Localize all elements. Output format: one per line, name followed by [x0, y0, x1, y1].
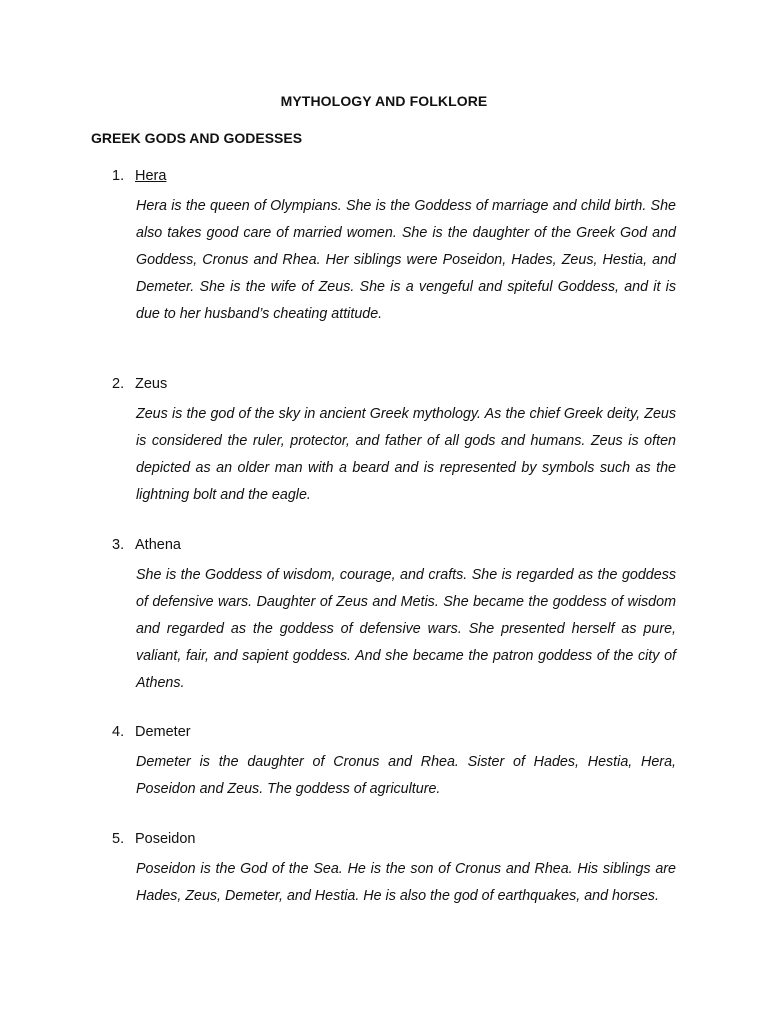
section-heading: GREEK GODS AND GODESSES [91, 130, 303, 146]
list-item-number: 4. [112, 724, 125, 740]
list-item-number: 2. [112, 376, 125, 392]
list-item-header [112, 829, 195, 849]
list-item-description: She is the Goddess of wisdom, courage, and crafts. She is regarded as the goddess of defensive wars. Daughter of Zeus and Metis. She became the goddess of wisdom and regarded as the goddess of defensive wars. She presented herself as pure, valiant, fair, and sapient goddess. And she became the patron goddess of the city of Athens. [136, 567, 676, 691]
list-item-name: Demeter [135, 724, 191, 740]
list-item-description: Zeus is the god of the sky in ancient Greek mythology. As the chief Greek deity, Zeus is considered the ruler, protector, and father of all gods and humans. Zeus is often depicted as an older man with a beard and is represented by symbols such as the lightning bolt and the eagle. [136, 406, 676, 503]
list-item-name: Hera [135, 168, 167, 184]
list-item-description: Poseidon is the God of the Sea. He is the son of Cronus and Rhea. His siblings are Hades, Zeus, Demeter, and Hestia. He is also the god of earthquakes, and horses. [136, 861, 676, 904]
list-item-number: 3. [112, 537, 125, 553]
list-item-number: 5. [112, 831, 125, 847]
list-item-name: Athena [135, 537, 181, 553]
list-item-header [112, 374, 167, 394]
list-item-description: Demeter is the daughter of Cronus and Rhea. Sister of Hades, Hestia, Hera, Poseidon and Zeus. The goddess of agriculture. [136, 754, 676, 797]
list-item-header [112, 535, 181, 555]
document-title: MYTHOLOGY AND FOLKLORE [280, 93, 488, 109]
list-item-name: Zeus [135, 376, 168, 392]
list-item-header [112, 166, 166, 186]
list-item-description: Hera is the queen of Olympians. She is the Goddess of marriage and child birth. She also takes good care of married women. She is the daughter of the Greek God and Goddess, Cronus and Rhea. Her siblings were Poseidon, Hades, Zeus, Hestia, and Demeter. She is the wife of Zeus. She is a vengeful and spiteful Goddess, and it is due to her husband’s cheating attitude. [136, 198, 676, 322]
list-item-header [112, 722, 191, 742]
list-item-number: 1. [112, 168, 125, 184]
list-item-name: Poseidon [135, 831, 196, 847]
